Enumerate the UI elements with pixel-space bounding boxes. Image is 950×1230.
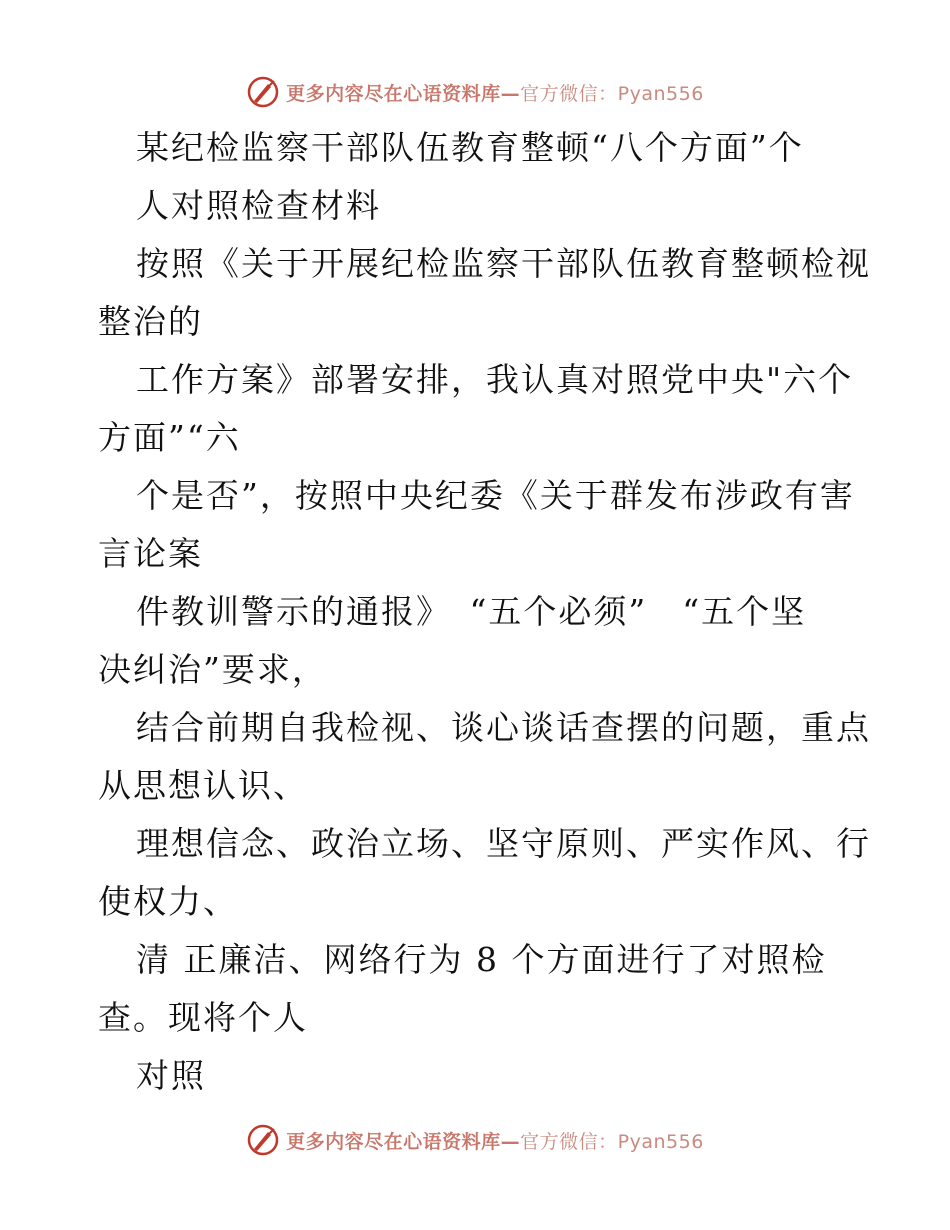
paragraph-line: 言论案	[98, 534, 203, 573]
paragraph-line: 对照	[136, 1056, 206, 1095]
paragraph-line: 理想信念、政治立场、坚守原则、严实作风、行	[136, 824, 871, 863]
title-line-1: 某纪检监察干部队伍教育整顿“八个方面”个	[136, 128, 804, 167]
paragraph-line: 工作方案》部署安排，我认真对照党中央"六个	[136, 360, 854, 399]
paragraph-line: 按照《关于开展纪检监察干部队伍教育整顿检视	[136, 244, 871, 283]
header-watermark	[0, 70, 950, 114]
paragraph-line: 结合前期自我检视、谈心谈话查摆的问题，重点	[136, 708, 871, 747]
paragraph-line: 个是否”，按照中央纪委《关于群发布涉政有害	[136, 476, 855, 515]
watermark-text: 更多内容尽在心语资料库—官方微信：Pyan556	[286, 1130, 704, 1153]
paragraph-line: 方面”“六	[98, 418, 241, 457]
quill-logo-icon	[246, 1123, 280, 1157]
paragraph-line: 从思想认识、	[98, 766, 308, 805]
paragraph-line: 决纠治”要求，	[98, 650, 327, 689]
watermark-text: 更多内容尽在心语资料库—官方微信：Pyan556	[286, 82, 704, 105]
paragraph-line: 查。现将个人	[98, 998, 308, 1037]
quill-logo-icon	[246, 75, 280, 109]
paragraph-line: 清 正廉洁、网络行为 8 个方面进行了对照检	[136, 940, 827, 979]
footer-watermark	[0, 1118, 950, 1162]
paragraph-line: 使权力、	[98, 882, 238, 921]
paragraph-line: 整治的	[98, 302, 203, 341]
paragraph-line: 件教训警示的通报》 “五个必须” “五个坚	[136, 592, 807, 631]
title-line-2: 人对照检查材料	[136, 186, 381, 225]
